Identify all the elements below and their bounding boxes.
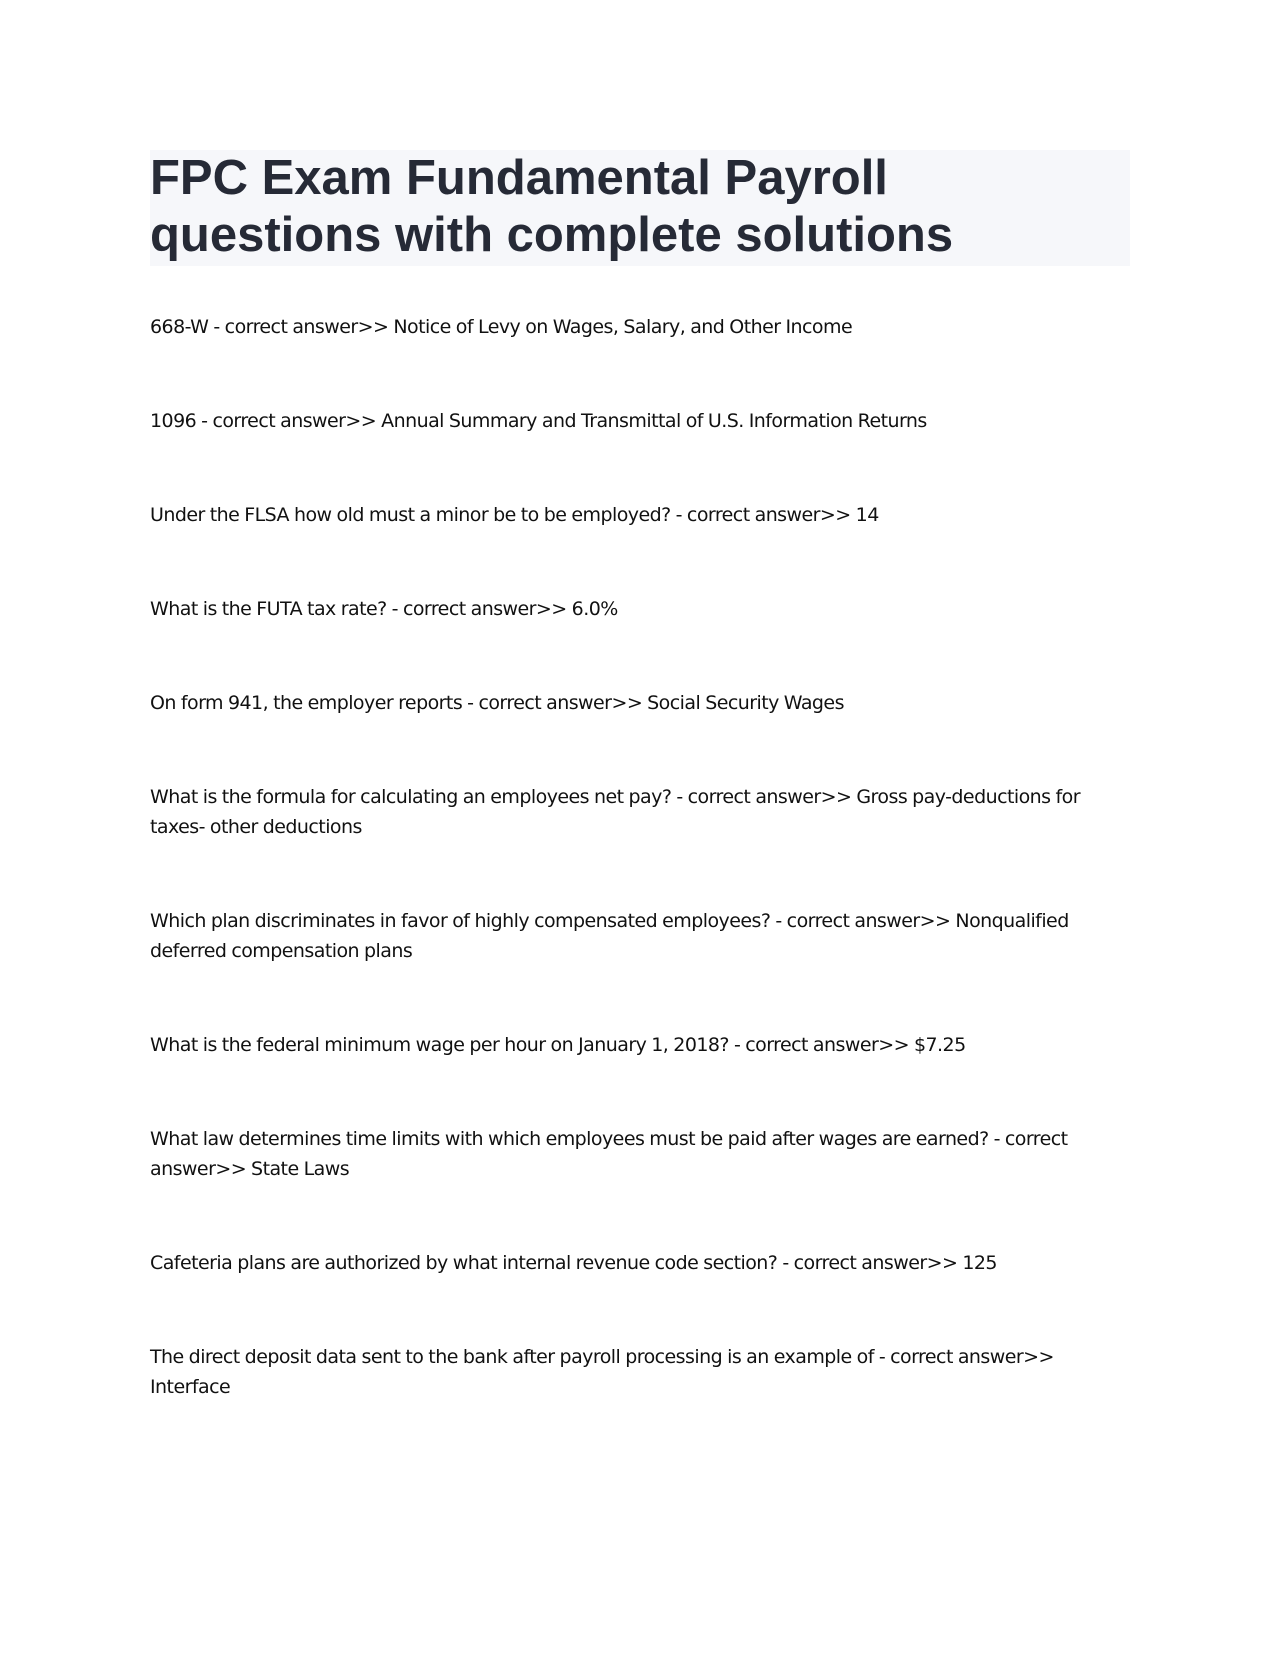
qa-item: What is the federal minimum wage per hour on January 1, 2018? - correct answer>> $7.25 <box>150 1034 966 1056</box>
qa-item: Which plan discriminates in favor of highly compensated employees? - correct answer>> Nonqualified deferred compensation plans <box>150 910 1069 962</box>
qa-item: What is the formula for calculating an employees net pay? - correct answer>> Gross pay-deductions for taxes- other deductions <box>150 786 1080 838</box>
title-block <box>150 150 1130 266</box>
document-page <box>150 150 1130 1466</box>
qa-item: On form 941, the employer reports - correct answer>> Social Security Wages <box>150 692 844 714</box>
qa-item: Cafeteria plans are authorized by what internal revenue code section? - correct answer>> 125 <box>150 1252 997 1274</box>
qa-item: 668-W - correct answer>> Notice of Levy on Wages, Salary, and Other Income <box>150 316 853 338</box>
qa-item: Under the FLSA how old must a minor be to be employed? - correct answer>> 14 <box>150 504 879 526</box>
page-title: FPC Exam Fundamental Payroll questions with complete solutions <box>150 151 954 262</box>
qa-item: What law determines time limits with which employees must be paid after wages are earned? - correct answer>> State Laws <box>150 1128 1068 1180</box>
qa-item: 1096 - correct answer>> Annual Summary and Transmittal of U.S. Information Returns <box>150 410 927 432</box>
qa-list <box>150 312 1130 1402</box>
qa-item: The direct deposit data sent to the bank after payroll processing is an example of - correct answer>> Interface <box>150 1346 1054 1398</box>
qa-item: What is the FUTA tax rate? - correct answer>> 6.0% <box>150 598 618 620</box>
